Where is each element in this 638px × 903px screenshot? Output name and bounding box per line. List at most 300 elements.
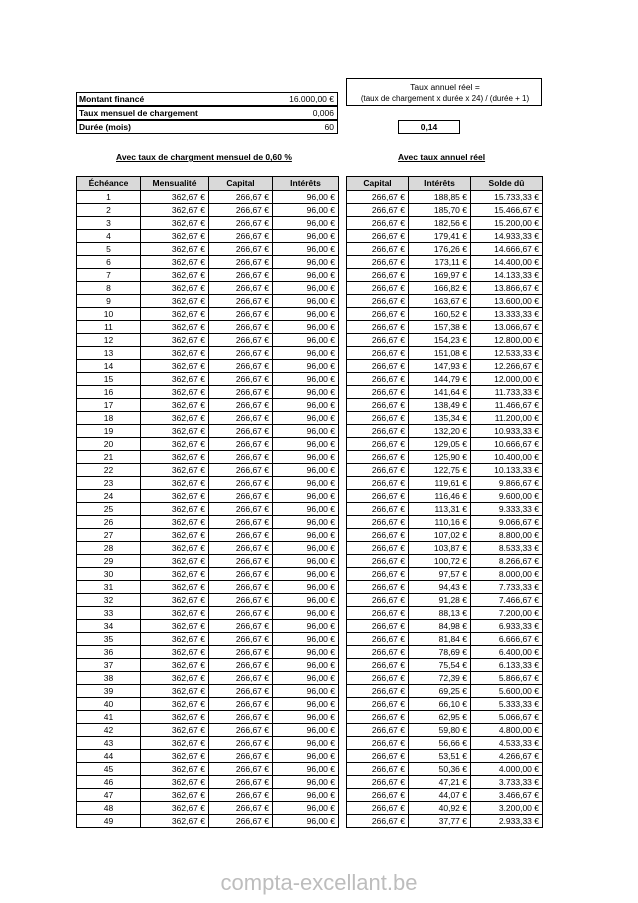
row-mensualite: 362,67 € <box>141 321 209 334</box>
table-row <box>347 529 543 542</box>
table-row <box>347 347 543 360</box>
row-interets-reel: 166,82 € <box>409 282 471 295</box>
row-capital: 266,67 € <box>209 529 273 542</box>
row-mensualite: 362,67 € <box>141 620 209 633</box>
table-row <box>77 243 339 256</box>
row-solde-du: 11.466,67 € <box>471 399 543 412</box>
row-mensualite: 362,67 € <box>141 776 209 789</box>
row-echeance: 38 <box>77 672 141 685</box>
row-mensualite: 362,67 € <box>141 763 209 776</box>
row-capital-reel: 266,67 € <box>347 776 409 789</box>
row-solde-du: 10.933,33 € <box>471 425 543 438</box>
row-interets-reel: 62,95 € <box>409 711 471 724</box>
row-mensualite: 362,67 € <box>141 529 209 542</box>
table-row <box>77 191 339 204</box>
row-interets: 96,00 € <box>273 724 339 737</box>
row-interets: 96,00 € <box>273 334 339 347</box>
row-echeance: 19 <box>77 425 141 438</box>
table-row <box>347 633 543 646</box>
row-capital-reel: 266,67 € <box>347 737 409 750</box>
row-echeance: 23 <box>77 477 141 490</box>
row-mensualite: 362,67 € <box>141 464 209 477</box>
left-amortization-table <box>76 176 339 828</box>
info-label-duree: Durée (mois) <box>76 120 338 134</box>
row-capital: 266,67 € <box>209 646 273 659</box>
row-capital: 266,67 € <box>209 373 273 386</box>
row-echeance: 45 <box>77 763 141 776</box>
row-interets-reel: 125,90 € <box>409 451 471 464</box>
left-header-row <box>77 177 339 191</box>
row-interets: 96,00 € <box>273 360 339 373</box>
row-capital: 266,67 € <box>209 490 273 503</box>
table-row <box>347 698 543 711</box>
table-row <box>77 282 339 295</box>
table-row <box>77 789 339 802</box>
row-interets-reel: 81,84 € <box>409 633 471 646</box>
row-capital: 266,67 € <box>209 503 273 516</box>
row-echeance: 2 <box>77 204 141 217</box>
row-capital-reel: 266,67 € <box>347 204 409 217</box>
row-interets: 96,00 € <box>273 282 339 295</box>
table-row <box>347 373 543 386</box>
row-mensualite: 362,67 € <box>141 815 209 828</box>
row-echeance: 43 <box>77 737 141 750</box>
row-interets-reel: 44,07 € <box>409 789 471 802</box>
header-echeance: Échéance <box>77 177 141 191</box>
row-echeance: 34 <box>77 620 141 633</box>
row-interets-reel: 185,70 € <box>409 204 471 217</box>
right-section-title: Avec taux annuel réel <box>398 152 486 162</box>
real-rate-result: 0,14 <box>398 120 460 134</box>
row-capital-reel: 266,67 € <box>347 698 409 711</box>
table-row <box>77 659 339 672</box>
row-interets: 96,00 € <box>273 802 339 815</box>
row-interets-reel: 141,64 € <box>409 386 471 399</box>
table-row <box>77 633 339 646</box>
row-interets-reel: 122,75 € <box>409 464 471 477</box>
row-mensualite: 362,67 € <box>141 334 209 347</box>
row-capital-reel: 266,67 € <box>347 789 409 802</box>
table-row <box>347 477 543 490</box>
row-echeance: 14 <box>77 360 141 373</box>
row-interets-reel: 147,93 € <box>409 360 471 373</box>
row-mensualite: 362,67 € <box>141 516 209 529</box>
table-row <box>77 555 339 568</box>
table-row <box>77 516 339 529</box>
row-capital-reel: 266,67 € <box>347 685 409 698</box>
row-capital: 266,67 € <box>209 360 273 373</box>
table-row <box>77 438 339 451</box>
row-capital-reel: 266,67 € <box>347 659 409 672</box>
table-row <box>347 438 543 451</box>
info-label-montant: Montant financé <box>76 92 338 106</box>
row-solde-du: 13.866,67 € <box>471 282 543 295</box>
table-row <box>77 386 339 399</box>
row-capital-reel: 266,67 € <box>347 321 409 334</box>
row-mensualite: 362,67 € <box>141 308 209 321</box>
table-row <box>347 334 543 347</box>
table-row <box>77 217 339 230</box>
row-interets-reel: 103,87 € <box>409 542 471 555</box>
row-interets: 96,00 € <box>273 555 339 568</box>
row-solde-du: 8.266,67 € <box>471 555 543 568</box>
table-row <box>77 737 339 750</box>
row-capital-reel: 266,67 € <box>347 386 409 399</box>
table-row <box>77 776 339 789</box>
row-echeance: 21 <box>77 451 141 464</box>
info-value-taux: 0,006 <box>262 106 338 120</box>
row-capital: 266,67 € <box>209 594 273 607</box>
row-capital-reel: 266,67 € <box>347 438 409 451</box>
row-interets-reel: 53,51 € <box>409 750 471 763</box>
table-row <box>77 464 339 477</box>
table-row <box>77 230 339 243</box>
row-echeance: 30 <box>77 568 141 581</box>
table-row <box>77 594 339 607</box>
row-capital-reel: 266,67 € <box>347 516 409 529</box>
header-mensualite: Mensualité <box>141 177 209 191</box>
row-capital: 266,67 € <box>209 204 273 217</box>
left-section-title: Avec taux de chargment mensuel de 0,60 % <box>116 152 292 162</box>
row-mensualite: 362,67 € <box>141 503 209 516</box>
table-row <box>347 607 543 620</box>
row-echeance: 8 <box>77 282 141 295</box>
row-solde-du: 9.600,00 € <box>471 490 543 503</box>
row-solde-du: 7.733,33 € <box>471 581 543 594</box>
row-solde-du: 4.000,00 € <box>471 763 543 776</box>
row-mensualite: 362,67 € <box>141 477 209 490</box>
row-interets-reel: 116,46 € <box>409 490 471 503</box>
row-solde-du: 14.133,33 € <box>471 269 543 282</box>
row-mensualite: 362,67 € <box>141 542 209 555</box>
row-interets-reel: 154,23 € <box>409 334 471 347</box>
row-interets: 96,00 € <box>273 373 339 386</box>
row-interets: 96,00 € <box>273 269 339 282</box>
table-row <box>77 451 339 464</box>
row-capital-reel: 266,67 € <box>347 334 409 347</box>
row-solde-du: 13.066,67 € <box>471 321 543 334</box>
table-row <box>77 256 339 269</box>
row-interets-reel: 110,16 € <box>409 516 471 529</box>
table-row <box>347 295 543 308</box>
table-row <box>77 646 339 659</box>
row-capital-reel: 266,67 € <box>347 464 409 477</box>
row-capital-reel: 266,67 € <box>347 620 409 633</box>
row-capital: 266,67 € <box>209 308 273 321</box>
row-capital: 266,67 € <box>209 256 273 269</box>
row-capital-reel: 266,67 € <box>347 308 409 321</box>
row-capital: 266,67 € <box>209 347 273 360</box>
row-interets-reel: 100,72 € <box>409 555 471 568</box>
row-capital: 266,67 € <box>209 685 273 698</box>
table-row <box>347 802 543 815</box>
row-capital: 266,67 € <box>209 698 273 711</box>
row-interets: 96,00 € <box>273 386 339 399</box>
table-row <box>347 321 543 334</box>
row-echeance: 5 <box>77 243 141 256</box>
table-row <box>77 529 339 542</box>
row-capital-reel: 266,67 € <box>347 672 409 685</box>
row-mensualite: 362,67 € <box>141 646 209 659</box>
row-interets: 96,00 € <box>273 425 339 438</box>
table-row <box>77 321 339 334</box>
row-solde-du: 9.066,67 € <box>471 516 543 529</box>
table-row <box>77 815 339 828</box>
row-solde-du: 8.533,33 € <box>471 542 543 555</box>
row-mensualite: 362,67 € <box>141 295 209 308</box>
row-solde-du: 4.266,67 € <box>471 750 543 763</box>
row-solde-du: 6.666,67 € <box>471 633 543 646</box>
row-capital: 266,67 € <box>209 516 273 529</box>
table-row <box>347 581 543 594</box>
row-capital-reel: 266,67 € <box>347 269 409 282</box>
row-mensualite: 362,67 € <box>141 204 209 217</box>
table-row <box>77 308 339 321</box>
row-capital-reel: 266,67 € <box>347 230 409 243</box>
row-capital-reel: 266,67 € <box>347 724 409 737</box>
row-echeance: 40 <box>77 698 141 711</box>
table-row <box>347 308 543 321</box>
row-solde-du: 6.133,33 € <box>471 659 543 672</box>
row-echeance: 17 <box>77 399 141 412</box>
row-interets-reel: 84,98 € <box>409 620 471 633</box>
row-interets: 96,00 € <box>273 477 339 490</box>
table-row <box>77 542 339 555</box>
row-solde-du: 15.466,67 € <box>471 204 543 217</box>
table-row <box>347 542 543 555</box>
row-mensualite: 362,67 € <box>141 724 209 737</box>
row-interets: 96,00 € <box>273 607 339 620</box>
row-capital: 266,67 € <box>209 191 273 204</box>
row-capital: 266,67 € <box>209 321 273 334</box>
row-interets-reel: 88,13 € <box>409 607 471 620</box>
header-capital-reel: Capital <box>347 177 409 191</box>
row-capital: 266,67 € <box>209 737 273 750</box>
row-solde-du: 3.466,67 € <box>471 789 543 802</box>
row-interets-reel: 160,52 € <box>409 308 471 321</box>
row-capital: 266,67 € <box>209 724 273 737</box>
row-capital-reel: 266,67 € <box>347 282 409 295</box>
row-interets: 96,00 € <box>273 490 339 503</box>
row-capital-reel: 266,67 € <box>347 373 409 386</box>
row-mensualite: 362,67 € <box>141 633 209 646</box>
table-row <box>347 789 543 802</box>
row-interets: 96,00 € <box>273 347 339 360</box>
row-interets: 96,00 € <box>273 295 339 308</box>
row-capital-reel: 266,67 € <box>347 542 409 555</box>
row-mensualite: 362,67 € <box>141 750 209 763</box>
row-mensualite: 362,67 € <box>141 451 209 464</box>
row-capital: 266,67 € <box>209 542 273 555</box>
table-row <box>347 568 543 581</box>
row-echeance: 27 <box>77 529 141 542</box>
table-row <box>347 555 543 568</box>
row-echeance: 44 <box>77 750 141 763</box>
table-row <box>347 191 543 204</box>
table-row <box>347 360 543 373</box>
table-row <box>347 243 543 256</box>
row-interets: 96,00 € <box>273 594 339 607</box>
row-interets: 96,00 € <box>273 698 339 711</box>
table-row <box>77 802 339 815</box>
row-capital: 266,67 € <box>209 412 273 425</box>
row-echeance: 46 <box>77 776 141 789</box>
row-echeance: 1 <box>77 191 141 204</box>
row-solde-du: 12.533,33 € <box>471 347 543 360</box>
formula-line2: (taux de chargement x durée x 24) / (durée + 1) <box>360 94 530 103</box>
row-capital: 266,67 € <box>209 659 273 672</box>
row-interets-reel: 119,61 € <box>409 477 471 490</box>
row-solde-du: 12.800,00 € <box>471 334 543 347</box>
row-capital: 266,67 € <box>209 581 273 594</box>
row-capital-reel: 266,67 € <box>347 503 409 516</box>
row-capital: 266,67 € <box>209 399 273 412</box>
row-interets-reel: 78,69 € <box>409 646 471 659</box>
row-interets-reel: 94,43 € <box>409 581 471 594</box>
table-row <box>347 490 543 503</box>
row-interets: 96,00 € <box>273 529 339 542</box>
row-mensualite: 362,67 € <box>141 386 209 399</box>
table-row <box>347 269 543 282</box>
row-solde-du: 9.333,33 € <box>471 503 543 516</box>
row-solde-du: 5.333,33 € <box>471 698 543 711</box>
table-row <box>77 581 339 594</box>
table-row <box>77 490 339 503</box>
row-interets: 96,00 € <box>273 646 339 659</box>
row-mensualite: 362,67 € <box>141 360 209 373</box>
row-capital-reel: 266,67 € <box>347 529 409 542</box>
table-row <box>77 568 339 581</box>
table-row <box>347 620 543 633</box>
row-solde-du: 9.866,67 € <box>471 477 543 490</box>
row-interets-reel: 37,77 € <box>409 815 471 828</box>
row-interets: 96,00 € <box>273 633 339 646</box>
row-interets-reel: 188,85 € <box>409 191 471 204</box>
row-solde-du: 11.200,00 € <box>471 412 543 425</box>
row-echeance: 3 <box>77 217 141 230</box>
row-echeance: 49 <box>77 815 141 828</box>
row-solde-du: 14.400,00 € <box>471 256 543 269</box>
row-interets: 96,00 € <box>273 230 339 243</box>
row-interets: 96,00 € <box>273 464 339 477</box>
row-capital-reel: 266,67 € <box>347 490 409 503</box>
row-capital: 266,67 € <box>209 438 273 451</box>
row-capital-reel: 266,67 € <box>347 477 409 490</box>
row-solde-du: 4.800,00 € <box>471 724 543 737</box>
row-solde-du: 15.200,00 € <box>471 217 543 230</box>
header-interets: Intérêts <box>273 177 339 191</box>
row-capital: 266,67 € <box>209 243 273 256</box>
row-interets: 96,00 € <box>273 672 339 685</box>
row-solde-du: 10.666,67 € <box>471 438 543 451</box>
row-interets-reel: 107,02 € <box>409 529 471 542</box>
row-capital-reel: 266,67 € <box>347 555 409 568</box>
row-echeance: 20 <box>77 438 141 451</box>
row-interets: 96,00 € <box>273 542 339 555</box>
table-row <box>347 672 543 685</box>
row-capital-reel: 266,67 € <box>347 360 409 373</box>
row-mensualite: 362,67 € <box>141 243 209 256</box>
row-interets: 96,00 € <box>273 451 339 464</box>
row-capital-reel: 266,67 € <box>347 412 409 425</box>
row-interets-reel: 50,36 € <box>409 763 471 776</box>
info-value-montant: 16.000,00 € <box>262 92 338 106</box>
row-interets: 96,00 € <box>273 399 339 412</box>
row-capital: 266,67 € <box>209 386 273 399</box>
row-interets-reel: 40,92 € <box>409 802 471 815</box>
row-mensualite: 362,67 € <box>141 347 209 360</box>
row-interets: 96,00 € <box>273 412 339 425</box>
row-echeance: 9 <box>77 295 141 308</box>
row-interets: 96,00 € <box>273 217 339 230</box>
row-echeance: 18 <box>77 412 141 425</box>
row-capital: 266,67 € <box>209 620 273 633</box>
row-mensualite: 362,67 € <box>141 685 209 698</box>
row-interets-reel: 129,05 € <box>409 438 471 451</box>
table-row <box>347 412 543 425</box>
row-interets: 96,00 € <box>273 438 339 451</box>
row-capital-reel: 266,67 € <box>347 295 409 308</box>
row-capital-reel: 266,67 € <box>347 815 409 828</box>
row-echeance: 22 <box>77 464 141 477</box>
table-row <box>347 711 543 724</box>
table-row <box>347 386 543 399</box>
row-solde-du: 10.400,00 € <box>471 451 543 464</box>
row-capital: 266,67 € <box>209 295 273 308</box>
row-mensualite: 362,67 € <box>141 568 209 581</box>
row-capital-reel: 266,67 € <box>347 594 409 607</box>
row-solde-du: 2.933,33 € <box>471 815 543 828</box>
row-interets: 96,00 € <box>273 776 339 789</box>
row-mensualite: 362,67 € <box>141 256 209 269</box>
row-interets: 96,00 € <box>273 321 339 334</box>
table-row <box>77 295 339 308</box>
row-interets-reel: 72,39 € <box>409 672 471 685</box>
row-interets: 96,00 € <box>273 568 339 581</box>
row-solde-du: 11.733,33 € <box>471 386 543 399</box>
row-solde-du: 5.600,00 € <box>471 685 543 698</box>
row-mensualite: 362,67 € <box>141 672 209 685</box>
table-row <box>77 698 339 711</box>
row-solde-du: 5.866,67 € <box>471 672 543 685</box>
row-interets-reel: 163,67 € <box>409 295 471 308</box>
row-solde-du: 3.733,33 € <box>471 776 543 789</box>
table-row <box>347 217 543 230</box>
row-solde-du: 8.800,00 € <box>471 529 543 542</box>
row-solde-du: 14.933,33 € <box>471 230 543 243</box>
row-solde-du: 7.466,67 € <box>471 594 543 607</box>
row-solde-du: 12.266,67 € <box>471 360 543 373</box>
row-interets: 96,00 € <box>273 243 339 256</box>
right-header-row <box>347 177 543 191</box>
table-row <box>77 750 339 763</box>
table-row <box>77 269 339 282</box>
row-echeance: 16 <box>77 386 141 399</box>
formula-line1: Taux annuel réel = <box>410 82 480 92</box>
table-row <box>347 750 543 763</box>
row-interets: 96,00 € <box>273 503 339 516</box>
row-mensualite: 362,67 € <box>141 737 209 750</box>
table-row <box>347 737 543 750</box>
row-interets-reel: 144,79 € <box>409 373 471 386</box>
row-echeance: 41 <box>77 711 141 724</box>
header-interets-reel: Intérêts <box>409 177 471 191</box>
table-row <box>347 230 543 243</box>
table-row <box>347 646 543 659</box>
row-echeance: 35 <box>77 633 141 646</box>
row-solde-du: 14.666,67 € <box>471 243 543 256</box>
row-capital: 266,67 € <box>209 802 273 815</box>
